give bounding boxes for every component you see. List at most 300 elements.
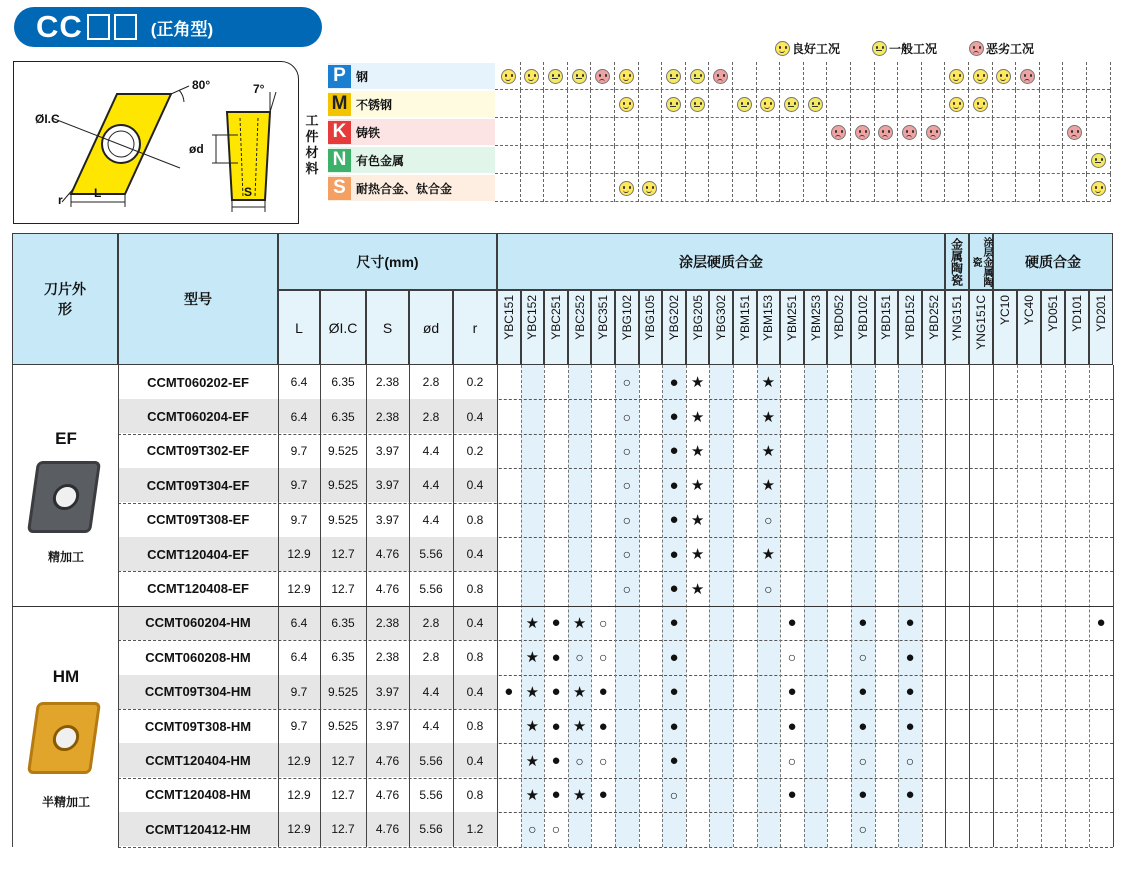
grade-mark: ★ (572, 614, 587, 632)
insert-diagram (13, 61, 299, 224)
smiley-normal-icon (548, 69, 563, 84)
smiley-good-icon (1091, 181, 1106, 196)
material-cell (615, 62, 639, 90)
material-cell (827, 118, 851, 146)
material-cell (568, 146, 592, 174)
smiley-good-icon (524, 69, 539, 84)
grade-mark: ○ (622, 511, 632, 528)
grade-name: YBC152 (525, 295, 540, 340)
material-cell (686, 90, 710, 118)
dim-cell: 12.7 (331, 547, 355, 562)
smiley-normal-icon (737, 97, 752, 112)
grade-mark: ★ (525, 683, 540, 701)
grade-name: YBG102 (619, 295, 634, 341)
material-cell (662, 146, 686, 174)
legend-bad: 恶劣工况 (969, 40, 1034, 57)
dim-cell: 2.8 (422, 615, 440, 630)
material-cell (993, 90, 1017, 118)
material-cell (993, 174, 1017, 202)
grade-col-header (1089, 290, 1113, 365)
dim-cell: 4.76 (375, 547, 400, 562)
dim-cell: 9.525 (327, 684, 359, 699)
material-cell (1063, 62, 1087, 90)
material-code-icon: N (328, 149, 351, 172)
grade-mark: ● (787, 786, 797, 804)
grade-mark: ★ (761, 442, 776, 460)
model-cell: CCMT120408-EF (147, 581, 249, 597)
smiley-good-icon (619, 97, 634, 112)
smiley-bad-icon (595, 69, 610, 84)
model-cell: CCMT120412-HM (145, 821, 251, 837)
material-cell (733, 174, 757, 202)
dim-cell: 3.97 (375, 443, 400, 458)
dim-cell: 9.525 (327, 443, 359, 458)
dim-cell: 6.4 (290, 615, 308, 630)
material-cell (1087, 62, 1111, 90)
dim-cell: 4.76 (375, 753, 400, 768)
material-cell (875, 62, 899, 90)
dim-cell: 12.9 (287, 822, 311, 837)
insert-group-EF (12, 365, 118, 606)
material-cell (969, 174, 993, 202)
grade-col-header (521, 290, 545, 365)
grade-mark: ○ (528, 821, 537, 838)
grade-name: YNG151C (974, 295, 988, 350)
dim-cell: 0.8 (466, 787, 484, 802)
series-badge (14, 7, 322, 47)
material-cell (804, 118, 828, 146)
smiley-bad-icon (1067, 125, 1082, 140)
grade-col-header (733, 290, 757, 365)
grade-mark: ★ (690, 546, 705, 564)
header-cermet (945, 233, 969, 290)
smiley-good-icon (973, 69, 988, 84)
dim-cell: 0.8 (466, 650, 484, 665)
material-code-icon: K (328, 121, 351, 144)
dim-cell: 6.35 (331, 650, 355, 665)
material-cell (827, 62, 851, 90)
material-name: 不锈钢 (356, 97, 393, 112)
length-label: L (94, 186, 102, 200)
grade-mark: ○ (622, 580, 632, 597)
material-row-S (328, 174, 1110, 202)
dim-cell: 0.2 (466, 443, 484, 458)
material-cell (686, 174, 710, 202)
smiley-good-icon (501, 69, 516, 84)
material-cell (521, 146, 545, 174)
material-cell (969, 90, 993, 118)
material-cell (544, 62, 568, 90)
dim-cell: 4.4 (422, 443, 440, 458)
grade-mark: ★ (525, 718, 540, 736)
material-cell (733, 118, 757, 146)
dim-cell: 12.9 (287, 581, 311, 596)
material-cell (639, 62, 663, 90)
grade-mark: ○ (575, 752, 584, 769)
material-cell (993, 62, 1017, 90)
grade-col-header (662, 290, 686, 365)
grade-mark: ● (858, 614, 868, 632)
grade-name: YBC151 (501, 295, 516, 340)
grade-col-header (922, 290, 946, 365)
series-prefix: CC (36, 9, 83, 44)
material-cell (591, 62, 615, 90)
grade-mark: ● (858, 786, 868, 804)
grade-mark: ● (669, 614, 679, 632)
material-cell (591, 90, 615, 118)
grade-mark: ● (598, 683, 608, 701)
header-model: 型号 (118, 233, 278, 365)
grade-mark: ★ (690, 511, 705, 529)
smiley-normal-icon (872, 41, 887, 56)
material-cell (1040, 118, 1064, 146)
material-cell (591, 146, 615, 174)
material-label (328, 119, 495, 145)
grade-mark: ● (787, 683, 797, 701)
smiley-normal-icon (666, 97, 681, 112)
grade-col-header (804, 290, 828, 365)
dim-cell: 12.7 (331, 581, 355, 596)
radius-label: r (58, 193, 63, 207)
grade-name: YD101 (1069, 295, 1084, 332)
dim-cell: 0.8 (466, 719, 484, 734)
grade-col-header (544, 290, 568, 365)
material-cell (1087, 174, 1111, 202)
model-cell: CCMT060204-EF (147, 409, 249, 425)
material-cell (851, 118, 875, 146)
material-cell (804, 146, 828, 174)
grade-mark: ★ (690, 442, 705, 460)
grade-mark: ○ (787, 752, 797, 769)
grade-mark: ○ (787, 649, 797, 666)
model-cell: CCMT09T304-HM (144, 684, 252, 700)
grade-mark: ● (669, 373, 679, 391)
grade-col-header (1017, 290, 1041, 365)
grade-name: YC10 (997, 295, 1012, 326)
grade-mark: ○ (598, 649, 608, 666)
grade-mark: ● (1096, 614, 1106, 632)
header-cermet-text: 金属陶瓷 (949, 237, 964, 286)
thickness-label: S (244, 185, 253, 199)
insert-group-HM (12, 606, 118, 847)
grade-mark: ● (551, 648, 561, 666)
material-cell (1040, 174, 1064, 202)
grade-mark: ● (905, 683, 915, 701)
grade-col-header (898, 290, 922, 365)
dim-cell: 0.4 (466, 753, 484, 768)
material-cell (521, 90, 545, 118)
material-cell (780, 90, 804, 118)
grade-mark: ● (504, 683, 514, 701)
smiley-good-icon (996, 69, 1011, 84)
material-cell (686, 146, 710, 174)
grade-name: YBD151 (879, 295, 894, 340)
dim-col-header: S (366, 290, 409, 365)
dim-cell: 5.56 (419, 822, 443, 837)
grade-mark: ★ (525, 752, 540, 770)
material-cell (993, 118, 1017, 146)
grade-name: YBM253 (808, 295, 823, 342)
model-cell: CCMT120404-HM (145, 753, 251, 769)
smiley-bad-icon (1020, 69, 1035, 84)
grade-mark: ○ (622, 442, 632, 459)
grade-col-header (1065, 290, 1089, 365)
group-description: 半精加工 (41, 794, 90, 809)
grade-mark: ○ (551, 821, 561, 838)
dim-cell: 2.8 (422, 375, 440, 390)
dim-cell: 5.56 (419, 581, 443, 596)
material-cell (875, 146, 899, 174)
material-cell (1016, 90, 1040, 118)
material-cell (969, 118, 993, 146)
material-row-M (328, 90, 1110, 118)
grade-mark: ★ (761, 546, 776, 564)
material-cell (497, 90, 521, 118)
grade-mark: ● (551, 786, 561, 804)
dim-cell: 4.76 (375, 787, 400, 802)
grade-col-header (875, 290, 899, 365)
dim-cell: 12.7 (331, 787, 355, 802)
group-description: 精加工 (47, 550, 84, 564)
grade-mark: ● (669, 408, 679, 426)
grade-mark: ● (669, 648, 679, 666)
material-code-icon: P (328, 65, 351, 88)
smiley-good-icon (949, 69, 964, 84)
dim-cell: 9.525 (327, 512, 359, 527)
grade-name: YBG302 (714, 295, 729, 341)
material-cell (922, 118, 946, 146)
material-cell (733, 62, 757, 90)
grade-col-header (827, 290, 851, 365)
material-condition-cells (495, 118, 1110, 146)
smiley-normal-icon (784, 97, 799, 112)
material-cell (568, 174, 592, 202)
material-cell (945, 62, 969, 90)
dim-cell: 12.9 (287, 547, 311, 562)
smiley-normal-icon (808, 97, 823, 112)
grade-mark: ● (905, 717, 915, 735)
material-cell (851, 146, 875, 174)
dim-cell: 12.7 (331, 822, 355, 837)
grade-mark: ● (669, 476, 679, 494)
grade-mark: ● (551, 717, 561, 735)
material-condition-cells (495, 62, 1110, 90)
material-cell (898, 174, 922, 202)
material-name: 铸铁 (356, 125, 381, 140)
material-cell (568, 118, 592, 146)
series-type: (正角型) (150, 19, 214, 39)
grade-name: YBD252 (926, 295, 941, 340)
grade-mark: ● (669, 511, 679, 529)
grade-col-header (945, 290, 969, 365)
material-cell (1087, 146, 1111, 174)
model-cell: CCMT09T302-EF (146, 443, 250, 459)
smiley-normal-icon (572, 69, 587, 84)
dim-cell: 0.2 (466, 375, 484, 390)
group-code: EF (55, 429, 77, 448)
dim-cell: 9.7 (290, 512, 308, 527)
material-cell (827, 174, 851, 202)
dim-cell: 2.38 (375, 409, 400, 424)
material-name: 有色金属 (356, 153, 405, 168)
material-cell (639, 90, 663, 118)
grade-mark: ● (551, 614, 561, 632)
material-condition-cells (495, 174, 1110, 202)
dim-cell: 2.38 (375, 650, 400, 665)
smiley-good-icon (642, 181, 657, 196)
grade-mark: ● (858, 683, 868, 701)
dim-cell: 6.35 (331, 409, 355, 424)
grade-mark: ● (669, 545, 679, 563)
dim-cell: 9.525 (327, 478, 359, 493)
material-cell (521, 118, 545, 146)
dim-cell: 9.7 (290, 443, 308, 458)
material-name: 钢 (356, 69, 369, 84)
material-cell (1063, 90, 1087, 118)
grade-mark: ● (905, 648, 915, 666)
grade-col-header (568, 290, 592, 365)
dim-cell: 5.56 (419, 753, 443, 768)
grade-mark: ● (669, 717, 679, 735)
material-cell (686, 62, 710, 90)
material-cell (757, 174, 781, 202)
material-cell (497, 118, 521, 146)
material-cell (851, 174, 875, 202)
dim-cell: 4.4 (422, 512, 440, 527)
grade-name: YBG205 (690, 295, 705, 341)
dim-col-header: ød (409, 290, 453, 365)
dim-cell: 5.56 (419, 787, 443, 802)
material-label (328, 63, 495, 89)
material-cell (875, 174, 899, 202)
dim-cell: 2.8 (422, 409, 440, 424)
grade-name: YBD102 (855, 295, 870, 340)
grade-mark: ● (669, 442, 679, 460)
material-condition-cells (495, 90, 1110, 118)
grade-mark: ● (905, 614, 915, 632)
header-coated-cermet (969, 233, 993, 290)
dim-cell: 5.56 (419, 547, 443, 562)
dim-cell: 6.35 (331, 615, 355, 630)
material-cell (757, 118, 781, 146)
grade-col-header (591, 290, 615, 365)
smiley-bad-icon (713, 69, 728, 84)
material-row-K (328, 118, 1110, 146)
grade-name: YBD052 (832, 295, 847, 340)
model-cell: CCMT120408-HM (145, 787, 251, 803)
grade-mark: ○ (622, 546, 632, 563)
material-cell (733, 146, 757, 174)
material-cell (1087, 90, 1111, 118)
smiley-good-icon (949, 97, 964, 112)
material-cell (615, 118, 639, 146)
material-cell (1087, 118, 1111, 146)
material-cell (497, 174, 521, 202)
material-cell (1040, 62, 1064, 90)
hole-diameter-label: ød (189, 142, 204, 156)
material-cell (827, 146, 851, 174)
grade-mark: ● (787, 717, 797, 735)
smiley-bad-icon (969, 41, 984, 56)
placeholder-box (87, 14, 110, 40)
dim-cell: 4.4 (422, 684, 440, 699)
placeholder-box (114, 14, 137, 40)
dim-cell: 3.97 (375, 719, 400, 734)
material-cell (544, 146, 568, 174)
grade-col-header (780, 290, 804, 365)
material-cell (898, 90, 922, 118)
material-cell (662, 62, 686, 90)
grade-mark: ★ (761, 408, 776, 426)
dim-cell: 0.4 (466, 615, 484, 630)
material-cell (945, 146, 969, 174)
grade-mark: ★ (572, 786, 587, 804)
dim-cell: 2.8 (422, 650, 440, 665)
grade-name: YBG105 (643, 295, 658, 341)
material-cell (851, 62, 875, 90)
material-cell (591, 174, 615, 202)
dim-cell: 4.76 (375, 581, 400, 596)
grade-mark: ★ (525, 614, 540, 632)
dim-cell: 12.9 (287, 787, 311, 802)
dim-cell: 6.4 (290, 409, 308, 424)
material-cell (1063, 146, 1087, 174)
material-cell (851, 90, 875, 118)
grade-mark: ○ (598, 614, 608, 631)
material-cell (945, 90, 969, 118)
material-label (328, 147, 495, 173)
grade-mark: ● (669, 752, 679, 770)
smiley-bad-icon (831, 125, 846, 140)
grade-mark: ○ (575, 649, 584, 666)
material-cell (945, 118, 969, 146)
material-cell (875, 90, 899, 118)
dim-cell: 2.38 (375, 375, 400, 390)
header-coated-cermet-text: 涂层金属陶瓷 (970, 236, 992, 287)
grade-name: YNG151 (950, 295, 964, 342)
grade-mark: ★ (525, 649, 540, 667)
model-cell: CCMT060208-HM (145, 649, 251, 665)
material-code-icon: M (328, 93, 351, 116)
legend-normal: 一般工况 (872, 40, 937, 57)
dim-cell: 12.9 (287, 753, 311, 768)
grade-name: YBM151 (737, 295, 752, 342)
dim-cell: 0.4 (466, 547, 484, 562)
grade-col-header (757, 290, 781, 365)
grade-col-header (686, 290, 710, 365)
model-cell: CCMT09T308-EF (146, 512, 250, 528)
condition-legend (775, 40, 1125, 57)
model-cell: CCMT09T308-HM (144, 718, 252, 734)
material-cell (662, 174, 686, 202)
material-cell (615, 146, 639, 174)
grade-table (12, 233, 1113, 883)
material-row-P (328, 62, 1110, 90)
grade-mark: ● (551, 752, 561, 770)
grade-mark: ○ (905, 752, 915, 769)
material-cell (898, 146, 922, 174)
grade-mark: ○ (764, 511, 773, 528)
grade-mark: ○ (622, 477, 632, 494)
grade-col-header (1041, 290, 1065, 365)
group-separator (12, 606, 1113, 607)
gold-insert-photo-icon (27, 702, 101, 774)
material-cell (922, 90, 946, 118)
grade-name: YC40 (1021, 295, 1036, 326)
grade-name: YD051 (1045, 295, 1060, 332)
smiley-normal-icon (690, 97, 705, 112)
dim-cell: 6.35 (331, 375, 355, 390)
